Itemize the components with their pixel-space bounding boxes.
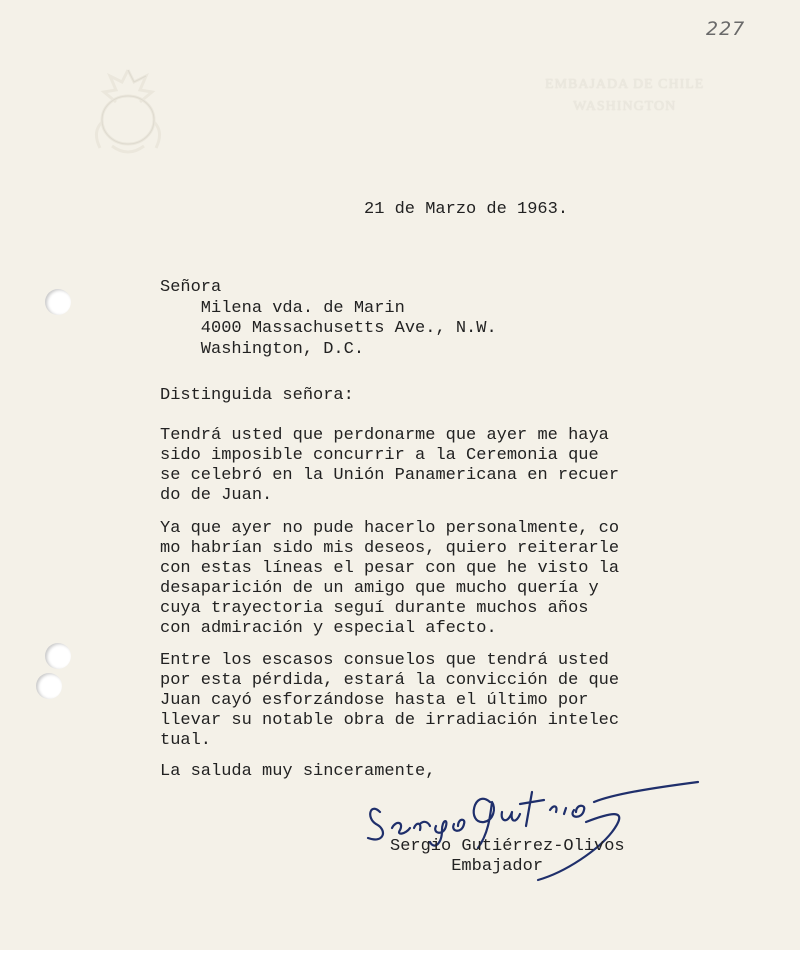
- paragraph-line: Ya que ayer no pude hacerlo personalmente, co: [160, 519, 620, 538]
- paragraph-line: cuya trayectoria seguí durante muchos años: [160, 599, 589, 618]
- recipient-line: 4000 Massachusetts Ave., N.W.: [160, 319, 497, 338]
- letterhead-line: WASHINGTON: [573, 99, 677, 114]
- punch-hole: [36, 673, 62, 699]
- salutation: Distinguida señora:: [160, 386, 354, 405]
- signer-block: [390, 837, 625, 877]
- punch-hole: [45, 289, 71, 315]
- paragraph-line: tual.: [160, 731, 212, 750]
- letterhead-line: EMBAJADA DE CHILE: [545, 77, 705, 92]
- recipient-address: [160, 278, 497, 360]
- archive-number: 227: [706, 18, 746, 40]
- paragraph-line: con admiración y especial afecto.: [160, 619, 497, 638]
- paragraph-line: con estas líneas el pesar con que he visto la: [160, 559, 620, 578]
- paragraph-line: llevar su notable obra de irradiación intelec: [160, 711, 620, 730]
- paragraph-line: por esta pérdida, estará la convicción de que: [160, 671, 620, 690]
- paragraph-line: mo habrían sido mis deseos, quiero reiterarle: [160, 539, 620, 558]
- paragraph-condolence: [160, 519, 619, 639]
- paragraph-line: Tendrá usted que perdonarme que ayer me haya: [160, 426, 609, 445]
- scan-margin: [0, 950, 800, 976]
- paragraph-line: se celebró en la Unión Panamericana en recuer: [160, 466, 620, 485]
- embossed-emblem-icon: [82, 62, 174, 162]
- paragraph-apology: [160, 426, 619, 506]
- recipient-line: Washington, D.C.: [160, 339, 365, 359]
- signer-name: Sergio Gutiérrez-Olivos: [390, 837, 625, 856]
- paragraph-line: Juan cayó esforzándose hasta el último por: [160, 691, 589, 710]
- paragraph-line: sido imposible concurrir a la Ceremonia que: [160, 446, 599, 465]
- paragraph-line: Entre los escasos consuelos que tendrá usted: [160, 651, 609, 670]
- paragraph-line: do de Juan.: [160, 486, 273, 505]
- recipient-line: Milena vda. de Marin: [160, 298, 405, 318]
- signer-title: Embajador: [390, 857, 544, 876]
- closing-line: La saluda muy sinceramente,: [160, 762, 436, 781]
- letter-date: 21 de Marzo de 1963.: [364, 200, 569, 219]
- recipient-line: Señora: [160, 278, 222, 297]
- paragraph-line: desaparición de un amigo que mucho quería y: [160, 579, 599, 598]
- punch-hole: [45, 643, 71, 669]
- paragraph-consolation: [160, 651, 619, 751]
- embossed-letterhead: [545, 74, 704, 118]
